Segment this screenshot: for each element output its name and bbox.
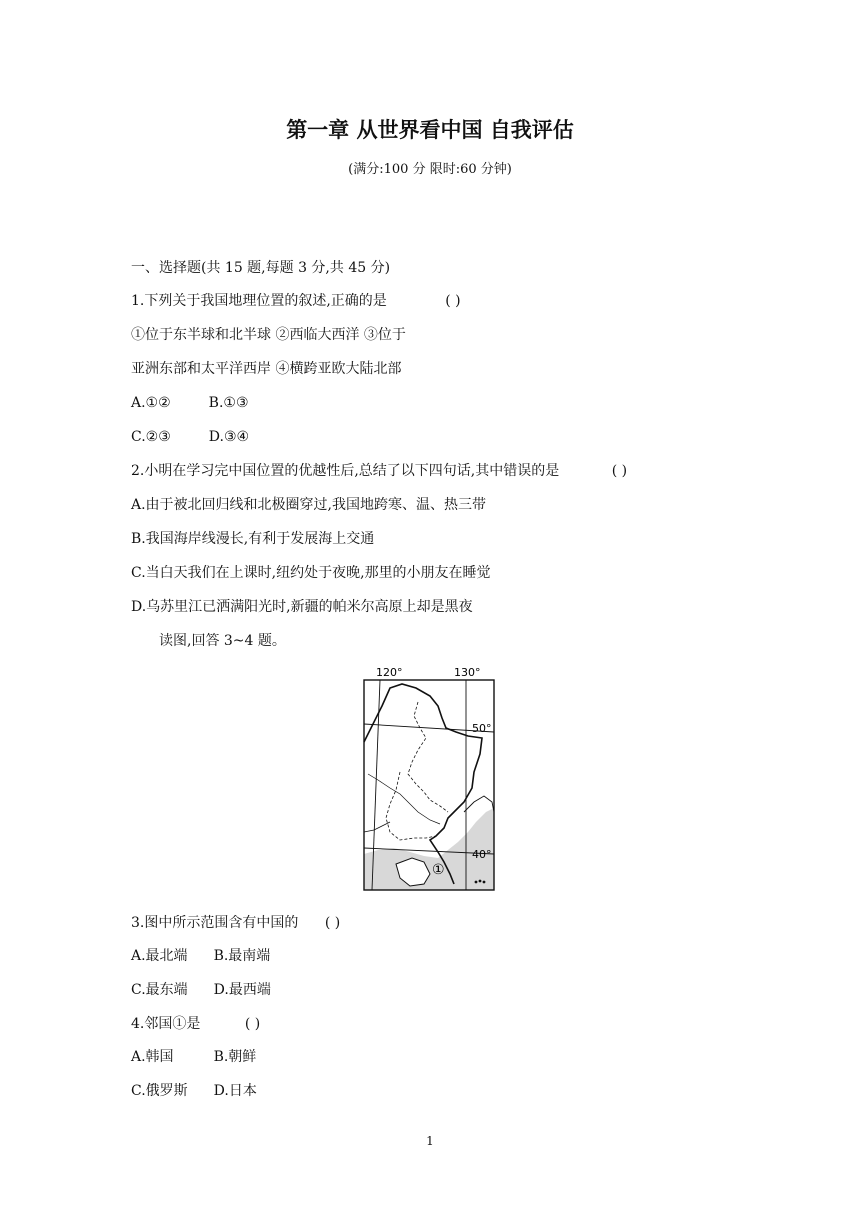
map-province-boundary-2 xyxy=(386,772,436,840)
answer-bracket: ( ) xyxy=(324,915,341,931)
answer-bracket: ( ) xyxy=(445,293,461,309)
question-2-stem xyxy=(131,461,627,481)
option-a: A.最北端 xyxy=(131,948,188,964)
question-1-text: 1.下列关于我国地理位置的叙述,正确的是 xyxy=(131,293,387,309)
page-number: 1 xyxy=(426,1134,434,1148)
question-1-statements-line-2: 亚洲东部和太平洋西岸 ④横跨亚欧大陆北部 xyxy=(131,361,402,377)
question-3-options-row-1 xyxy=(131,946,270,966)
question-3-options-row-2 xyxy=(131,980,271,1000)
answer-bracket: ( ) xyxy=(611,463,628,479)
question-1-statements-line-1: ①位于东半球和北半球 ②西临大西洋 ③位于 xyxy=(131,327,406,343)
question-1-options-row-2 xyxy=(131,427,249,447)
map-marker-1: ① xyxy=(432,862,445,878)
page-title: 第一章 从世界看中国 自我评估 xyxy=(286,118,574,142)
question-4-stem xyxy=(131,1014,260,1034)
question-2-option-b: B.我国海岸线漫长,有利于发展海上交通 xyxy=(131,531,375,547)
question-4-options-row-2 xyxy=(131,1081,257,1101)
option-a: A.①② xyxy=(131,395,171,411)
map-figure xyxy=(360,662,500,896)
question-2-option-c: C.当白天我们在上课时,纽约处于夜晚,那里的小朋友在睡觉 xyxy=(131,565,491,581)
option-b: B.①③ xyxy=(208,395,249,411)
question-4-options-row-1 xyxy=(131,1047,256,1067)
option-d: D.最西端 xyxy=(213,982,271,998)
question-1-stem xyxy=(131,291,461,311)
option-d: D.日本 xyxy=(213,1083,257,1099)
question-2-text: 2.小明在学习完中国位置的优越性后,总结了以下四句话,其中错误的是 xyxy=(131,463,560,479)
latitude-label-50: 50° xyxy=(472,722,492,735)
option-c: C.②③ xyxy=(131,429,171,445)
latitude-label-40: 40° xyxy=(472,848,492,861)
question-3-stem xyxy=(131,913,340,933)
question-2-option-d: D.乌苏里江已洒满阳光时,新疆的帕米尔高原上却是黑夜 xyxy=(131,599,473,615)
question-4-text: 4.邻国①是 xyxy=(131,1016,201,1032)
map-coast xyxy=(364,822,390,832)
question-2-option-a: A.由于被北回归线和北极圈穿过,我国地跨寒、温、热三带 xyxy=(131,497,487,513)
section-heading: 一、选择题(共 15 题,每题 3 分,共 45 分) xyxy=(131,260,391,276)
option-b: B.最南端 xyxy=(213,948,271,964)
answer-bracket: ( ) xyxy=(244,1016,261,1032)
read-map-instruction: 读图,回答 3~4 题。 xyxy=(159,633,286,649)
question-1-options-row-1 xyxy=(131,393,249,413)
option-b: B.朝鲜 xyxy=(213,1049,257,1065)
longitude-label-130: 130° xyxy=(454,666,481,679)
longitude-label-120: 120° xyxy=(376,666,403,679)
question-3-text: 3.图中所示范围含有中国的 xyxy=(131,915,299,931)
map-peninsula xyxy=(464,796,494,812)
option-d: D.③④ xyxy=(208,429,250,445)
exam-info: (满分:100 分 限时:60 分钟) xyxy=(348,162,512,177)
option-c: C.最东端 xyxy=(131,982,188,998)
option-c: C.俄罗斯 xyxy=(131,1083,188,1099)
option-a: A.韩国 xyxy=(131,1049,174,1065)
